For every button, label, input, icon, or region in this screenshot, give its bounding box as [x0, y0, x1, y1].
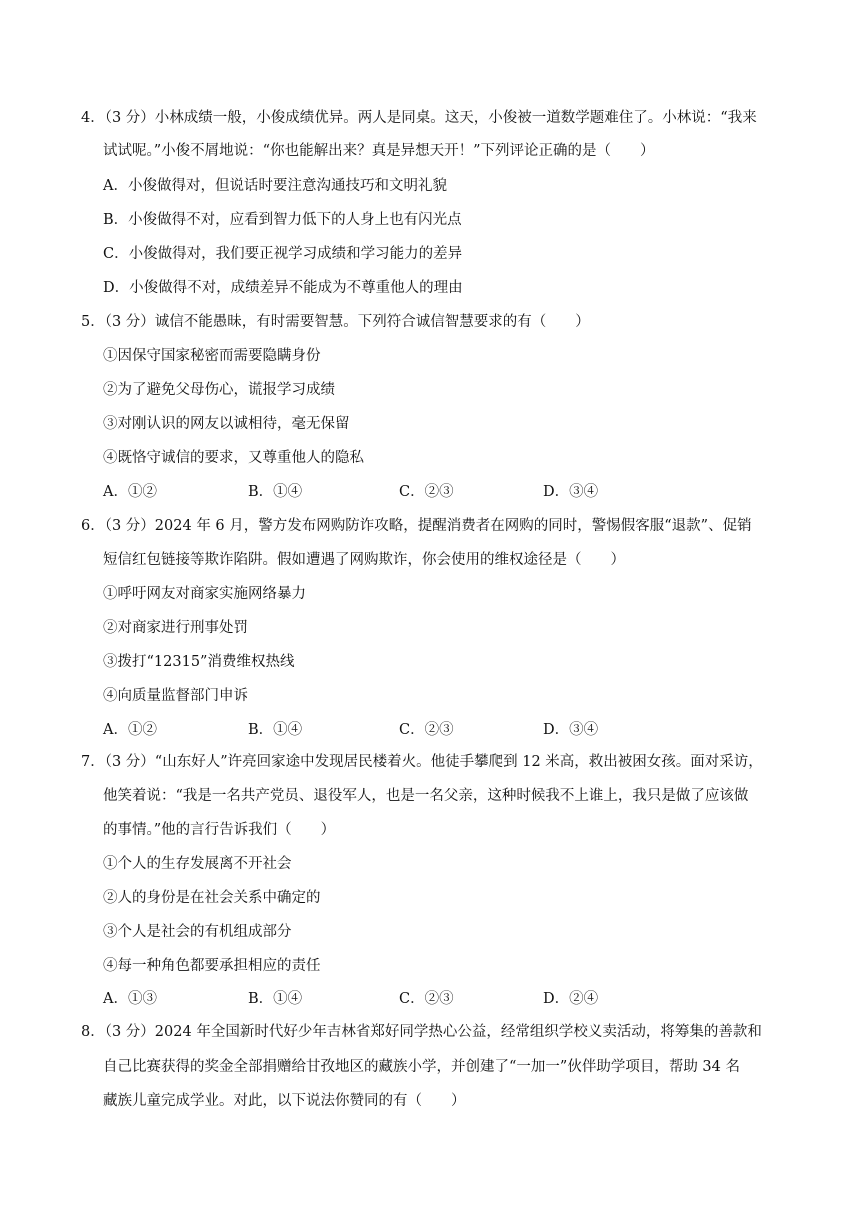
question-5-choice-c: C．②③ — [399, 484, 454, 500]
question-8-line-3: 藏族儿童完成学业。对此，以下说法你赞同的有（ ） — [103, 1093, 466, 1109]
question-5-item-3: ③对刚认识的网友以诚相待，毫无保留 — [103, 416, 350, 432]
question-4-option-b: B．小俊做得不对，应看到智力低下的人身上也有闪光点 — [103, 212, 462, 228]
question-7-item-4: ④每一种角色都要承担相应的责任 — [103, 958, 321, 974]
question-5-item-1: ①因保守国家秘密而需要隐瞒身份 — [103, 348, 321, 364]
question-7-item-3: ③个人是社会的有机组成部分 — [103, 924, 292, 940]
question-7-item-2: ②人的身份是在社会关系中确定的 — [103, 890, 321, 906]
question-7-item-1: ①个人的生存发展离不开社会 — [103, 856, 292, 872]
question-6-item-3: ③拨打“12315”消费维权热线 — [103, 654, 295, 670]
question-6-line-2: 短信红包链接等欺诈陷阱。假如遭遇了网购欺诈，你会使用的维权途径是（ ） — [103, 552, 625, 568]
question-6-item-2: ②对商家进行刑事处罚 — [103, 620, 248, 636]
question-5-choice-a: A．①② — [103, 484, 157, 500]
question-4-option-a: A．小俊做得对，但说话时要注意沟通技巧和文明礼貌 — [103, 178, 447, 194]
question-7-choice-a: A．①③ — [103, 991, 157, 1007]
question-5-line-1: 5．（3 分）诚信不能愚昧，有时需要智慧。下列符合诚信智慧要求的有（ ） — [81, 314, 590, 330]
question-7-choice-b: B．①④ — [248, 991, 303, 1007]
question-5-item-4: ④既恪守诚信的要求，又尊重他人的隐私 — [103, 450, 364, 466]
question-8-line-2: 自己比赛获得的奖金全部捐赠给甘孜地区的藏族小学，并创建了“一加一”伙伴助学项目，帮助 34 名 — [103, 1059, 740, 1075]
question-7-line-2: 他笑着说：“我是一名共产党员、退役军人，也是一名父亲，这种时候我不上谁上，我只是做了应该做 — [103, 788, 749, 804]
question-6-choice-c: C．②③ — [399, 722, 454, 738]
question-4-line-2: 试试呢。”小俊不屑地说：“你也能解出来？真是异想天开！”下列评论正确的是（ ） — [103, 143, 655, 159]
question-6-choice-b: B．①④ — [248, 722, 303, 738]
question-4-line-1: 4．（3 分）小林成绩一般，小俊成绩优异。两人是同桌。这天，小俊被一道数学题难住了。小林说：“我来 — [81, 110, 757, 126]
question-7-choice-c: C．②③ — [399, 991, 454, 1007]
question-6-choice-d: D．③④ — [543, 722, 599, 738]
question-6-item-1: ①呼吁网友对商家实施网络暴力 — [103, 586, 306, 602]
question-8-line-1: 8．（3 分）2024 年全国新时代好少年吉林省郑好同学热心公益，经常组织学校义卖活动，将筹集的善款和 — [81, 1024, 762, 1040]
question-7-choice-d: D．②④ — [543, 991, 599, 1007]
question-6-line-1: 6．（3 分）2024 年 6 月，警方发布网购防诈攻略，提醒消费者在网购的同时，警惕假客服“退款”、促销 — [81, 518, 752, 534]
question-4-option-d: D．小俊做得不对，成绩差异不能成为不尊重他人的理由 — [103, 280, 463, 296]
question-5-choice-d: D．③④ — [543, 484, 599, 500]
question-7-line-1: 7．（3 分）“山东好人”许亮回家途中发现居民楼着火。他徒手攀爬到 12 米高，救出被困女孩。面对采访， — [81, 754, 763, 770]
question-6-item-4: ④向质量监督部门申诉 — [103, 688, 248, 704]
question-5-choice-b: B．①④ — [248, 484, 303, 500]
question-7-line-3: 的事情。”他的言行告诉我们（ ） — [103, 822, 336, 838]
question-4-option-c: C．小俊做得对，我们要正视学习成绩和学习能力的差异 — [103, 246, 463, 262]
question-5-item-2: ②为了避免父母伤心，谎报学习成绩 — [103, 382, 335, 398]
question-6-choice-a: A．①② — [103, 722, 157, 738]
